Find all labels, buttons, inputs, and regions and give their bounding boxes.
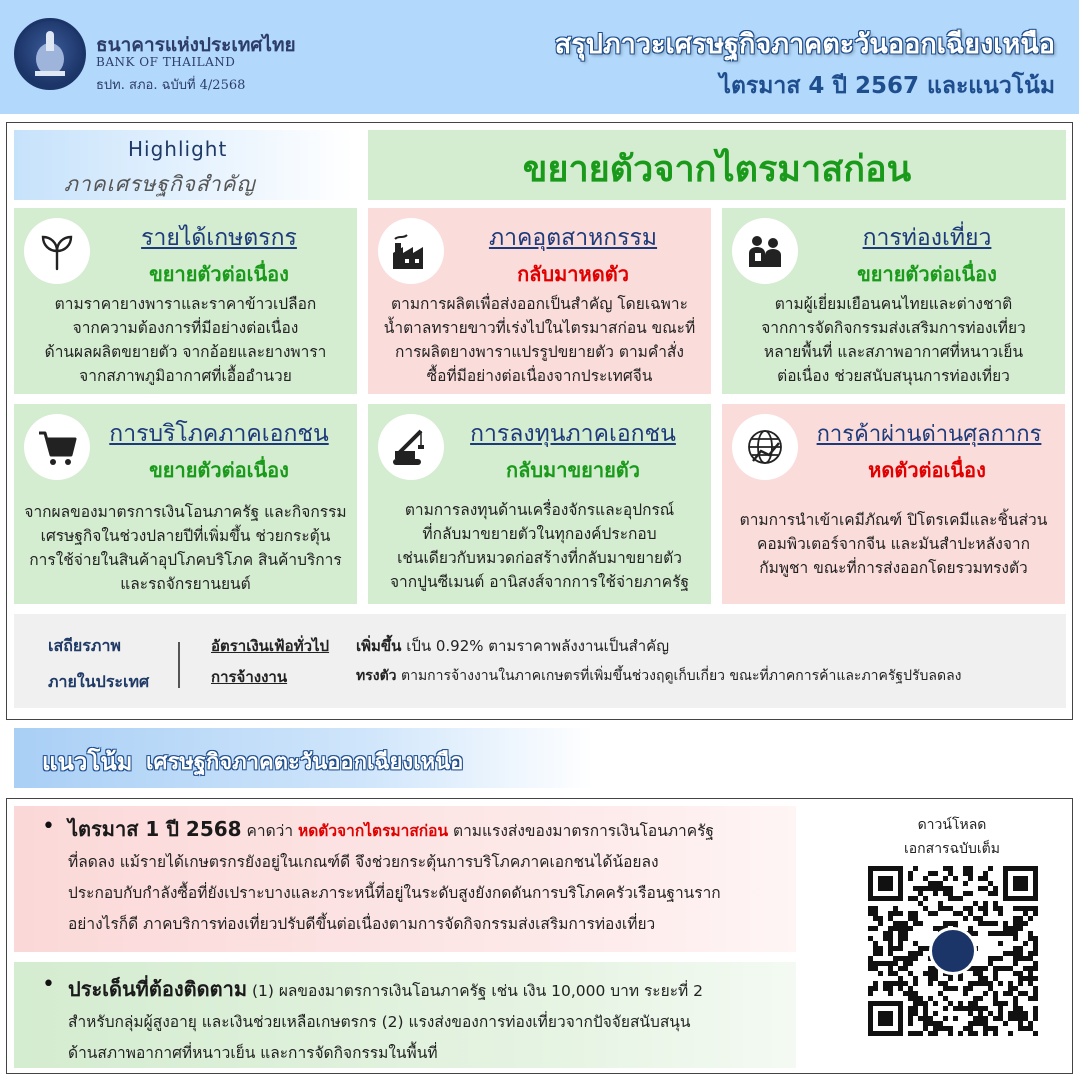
stability-label: เสถียรภาพ xyxy=(48,636,121,655)
card-body xyxy=(728,508,1059,580)
outlook-line: ที่ลดลง แม้รายได้เกษตรกรยังอยู่ในเกณฑ์ดี จึงช่วยกระตุ้นการบริโภคภาคเอกชนได้น้อยลง xyxy=(68,853,659,871)
card-title: การลงทุนภาคเอกชน xyxy=(470,421,676,447)
outlook-q1-post: ตามแรงส่งของมาตรการเงินโอนภาครัฐ xyxy=(453,822,714,840)
card-line: จากผลของมาตรการเงินโอนภาครัฐ และกิจกรรม xyxy=(24,503,347,521)
highlight-sublabel: ภาคเศรษฐกิจสำคัญ xyxy=(64,172,256,196)
header-bar xyxy=(0,0,1079,114)
card-status: ขยายตัวต่อเนื่อง xyxy=(857,262,997,286)
card-line: ตามการลงทุนด้านเครื่องจักรและอุปกรณ์ xyxy=(404,501,675,519)
bank-name-thai: ธนาคารแห่งประเทศไทย xyxy=(96,34,296,56)
bank-name-english: BANK OF THAILAND xyxy=(96,55,236,69)
card-line: และรถจักรยานยนต์ xyxy=(120,575,251,593)
card-status: กลับมาหดตัว xyxy=(517,262,629,286)
outlook-q1-text xyxy=(68,814,788,940)
card-line: ตามการผลิตเพื่อส่งออกเป็นสำคัญ โดยเฉพาะ xyxy=(391,295,688,313)
card-line: จากปูนซีเมนต์ อานิสงส์จากการใช้จ่ายภาครัฐ xyxy=(389,573,690,591)
card-status: หดตัวต่อเนื่อง xyxy=(868,458,986,482)
card-title: การค้าผ่านด่านศุลกากร xyxy=(816,422,1042,447)
outlook-q1-highlight: หดตัวจากไตรมาสก่อน xyxy=(298,822,449,840)
card-status: กลับมาขยายตัว xyxy=(505,458,641,482)
employment-status: ทรงตัว xyxy=(356,668,397,684)
outlook-q1-pre: คาดว่า xyxy=(246,822,294,840)
stability-divider xyxy=(178,642,180,688)
outlook-q1-first-line xyxy=(68,814,788,847)
outlook-line: อย่างไรก็ดี ภาคบริการท่องเที่ยวปรับดีขึ้นต่อเนื่องตามการจัดกิจกรรมส่งเสริมการท่องเที่ยว xyxy=(68,915,656,933)
card-private-investment xyxy=(368,404,711,604)
card-line: จากการจัดกิจกรรมส่งเสริมการท่องเที่ยว xyxy=(761,319,1026,337)
employment-value xyxy=(356,665,962,687)
plant-sprout-icon xyxy=(24,218,90,284)
card-title: การบริโภคภาคเอกชน xyxy=(109,421,329,447)
card-body xyxy=(728,292,1059,388)
card-title: การท่องเที่ยว xyxy=(862,225,992,251)
card-line: ด้านผลผลิตขยายตัว จากอ้อยและยางพารา xyxy=(44,343,327,361)
bank-of-thailand-logo xyxy=(14,18,86,90)
outlook-line: สำหรับกลุ่มผู้สูงอายุ และเงินช่วยเหลือเกษตรกร (2) แรงส่งของการท่องเที่ยวจากปัจจัยสนับสนุน xyxy=(68,1013,691,1031)
card-body xyxy=(20,292,351,388)
qr-code[interactable] xyxy=(868,866,1038,1036)
highlight-label: Highlight xyxy=(128,137,228,161)
page-subtitle: ไตรมาส 4 ปี 2567 และแนวโน้ม xyxy=(719,73,1055,99)
globe-network-icon xyxy=(732,414,798,480)
shopping-cart-icon xyxy=(24,414,90,480)
outlook-line: ประกอบกับกำลังซื้อที่ยังเปราะบางและภาระหนี้ที่อยู่ในระดับสูงยังกดดันการบริโภคครัวเรือนฐานราก xyxy=(68,884,721,902)
outlook-q1-lead: ไตรมาส 1 ปี 2568 xyxy=(68,817,242,841)
card-line: หลายพื้นที่ และสภาพอากาศที่หนาวเย็น xyxy=(763,343,1024,361)
stability-label-2: ภายในประเทศ xyxy=(48,672,150,691)
card-line: การผลิตยางพาราแปรรูปขยายตัว ตามคำสั่ง xyxy=(395,343,684,361)
document-number: ธปท. สภอ. ฉบับที่ 4/2568 xyxy=(96,78,246,93)
download-label: ดาวน์โหลด xyxy=(917,817,987,833)
bank-logo-icon xyxy=(929,927,977,975)
bullet-icon: • xyxy=(42,814,55,839)
inflation-text: เป็น 0.92% ตามราคาพลังงานเป็นสำคัญ xyxy=(406,637,669,655)
card-line: เช่นเดียวกับหมวดก่อสร้างที่กลับมาขยายตัว xyxy=(397,549,682,567)
card-tourism xyxy=(722,208,1065,394)
card-body xyxy=(20,500,351,596)
download-sublabel: เอกสารฉบับเต็ม xyxy=(903,841,1000,857)
card-private-consumption xyxy=(14,404,357,604)
card-line: การใช้จ่ายในสินค้าอุปโภคบริโภค สินค้าบริการ xyxy=(29,551,342,569)
page-title: สรุปภาวะเศรษฐกิจภาคตะวันออกเฉียงเหนือ xyxy=(554,29,1055,60)
card-line: ต่อเนื่อง ช่วยสนับสนุนการท่องเที่ยว xyxy=(777,367,1010,385)
card-industry xyxy=(368,208,711,394)
factory-icon xyxy=(378,218,444,284)
inflation-status: เพิ่มขึ้น xyxy=(356,637,402,655)
card-border-trade xyxy=(722,404,1065,604)
card-status: ขยายตัวต่อเนื่อง xyxy=(149,262,289,286)
employment-text: ตามการจ้างงานในภาคเกษตรที่เพิ่มขึ้นช่วงฤดูเก็บเกี่ยว ขณะที่ภาคการค้าและภาครัฐปรับลดลง xyxy=(401,668,962,684)
highlight-banner xyxy=(368,130,1066,200)
highlight-banner-text: ขยายตัวจากไตรมาสก่อน xyxy=(522,149,912,190)
card-line: ตามการนำเข้าเคมีภัณฑ์ ปิโตรเคมีและชิ้นส่วน xyxy=(739,511,1048,529)
outlook-watch-text xyxy=(68,974,788,1069)
inflation-label: อัตราเงินเฟ้อทั่วไป xyxy=(211,637,330,655)
crane-icon xyxy=(378,414,444,480)
outlook-line: ด้านสภาพอากาศที่หนาวเย็น และการจัดกิจกรรมในพื้นที่ xyxy=(68,1044,438,1062)
tourists-icon xyxy=(732,218,798,284)
card-line: ตามราคายางพาราและราคาข้าวเปลือก xyxy=(54,295,317,313)
outlook-heading: แนวโน้ม xyxy=(42,748,133,776)
card-line: ตามผู้เยี่ยมเยือนคนไทยและต่างชาติ xyxy=(774,295,1013,313)
card-line: น้ำตาลทรายขาวที่เร่งไปในไตรมาสก่อน ขณะที่ xyxy=(383,319,696,337)
outlook-heading-region: เศรษฐกิจภาคตะวันออกเฉียงเหนือ xyxy=(146,750,464,775)
card-farm-income xyxy=(14,208,357,394)
card-line: ซื้อที่มีอย่างต่อเนื่องจากประเทศจีน xyxy=(426,367,653,385)
card-body xyxy=(374,292,705,388)
inflation-value xyxy=(356,634,669,658)
card-status: ขยายตัวต่อเนื่อง xyxy=(149,458,289,482)
card-line: คอมพิวเตอร์จากจีน และมันสำปะหลังจาก xyxy=(757,535,1030,553)
outlook-watch-first-line xyxy=(68,974,788,1007)
card-title: รายได้เกษตรกร xyxy=(141,225,297,251)
stability-strip xyxy=(14,614,1066,708)
card-line: จากสภาพภูมิอากาศที่เอื้ออำนวย xyxy=(79,367,292,385)
card-body xyxy=(374,498,705,594)
card-line: ที่กลับมาขยายตัวในทุกองค์ประกอบ xyxy=(422,525,657,543)
card-line: จากความต้องการที่มีอย่างต่อเนื่อง xyxy=(72,319,299,337)
bullet-icon: • xyxy=(42,972,55,997)
outlook-watch-post: (1) ผลของมาตรการเงินโอนภาครัฐ เช่น เงิน 10,000 บาท ระยะที่ 2 xyxy=(251,982,704,1000)
card-line: เศรษฐกิจในช่วงปลายปีที่เพิ่มขึ้น ช่วยกระตุ้น xyxy=(40,527,331,545)
card-line: กัมพูชา ขณะที่การส่งออกโดยรวมทรงตัว xyxy=(759,559,1028,577)
card-title: ภาคอุตสาหกรรม xyxy=(488,225,658,251)
employment-label: การจ้างงาน xyxy=(211,668,288,686)
outlook-watch-lead: ประเด็นที่ต้องติดตาม xyxy=(68,977,248,1001)
